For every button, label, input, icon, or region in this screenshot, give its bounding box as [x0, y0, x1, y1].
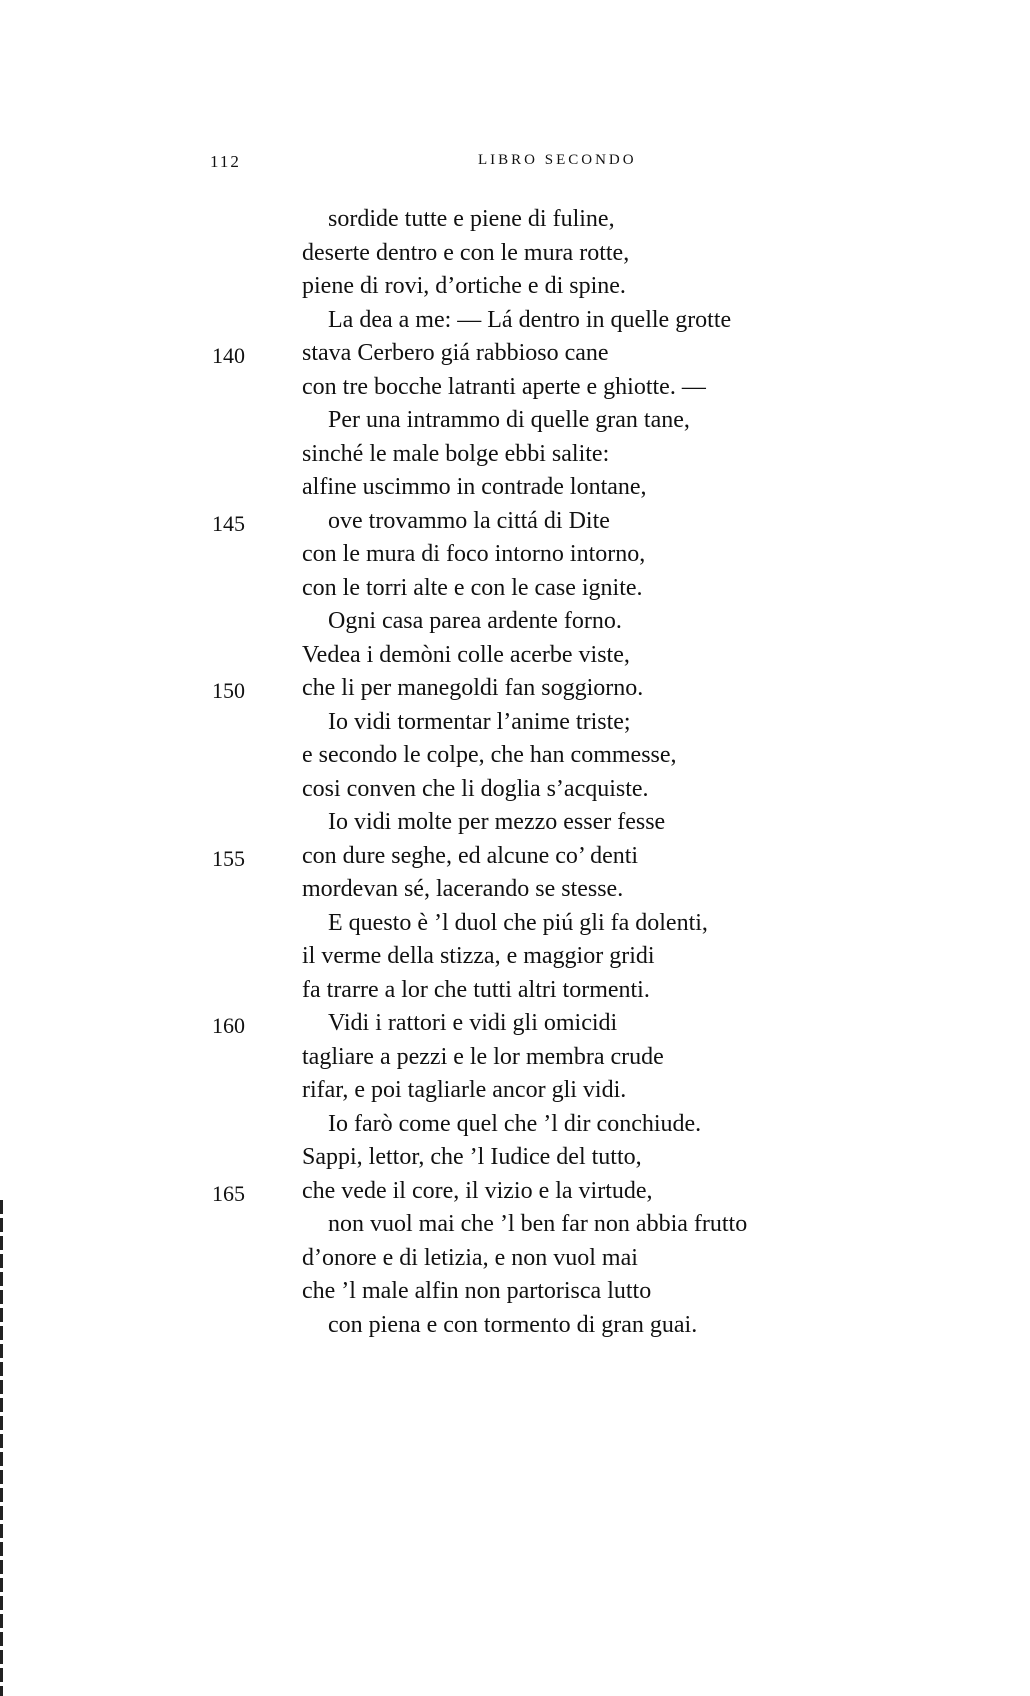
verse-text: stava Cerbero giá rabbioso cane	[302, 340, 609, 366]
verse-text: rifar, e poi tagliarle ancor gli vidi.	[302, 1077, 627, 1103]
verse-text: Ogni casa parea ardente forno.	[328, 608, 622, 634]
verse-line	[0, 1275, 1030, 1309]
verse-line	[0, 505, 1030, 539]
verse-text: mordevan sé, lacerando se stesse.	[302, 876, 624, 902]
verse-line	[0, 337, 1030, 371]
verse-number: 165	[212, 1180, 245, 1206]
verse-line	[0, 1141, 1030, 1175]
verse-number: 160	[212, 1013, 245, 1038]
poem-body	[0, 203, 1030, 1342]
verse-line	[0, 706, 1030, 740]
verse-line	[0, 203, 1030, 237]
verse-line	[0, 538, 1030, 572]
verse-number: 145	[212, 510, 245, 536]
verse-line	[0, 974, 1030, 1008]
verse-text: tagliare a pezzi e le lor membra crude	[302, 1043, 664, 1070]
verse-text: che ’l male alfin non partorisca lutto	[302, 1278, 652, 1304]
verse-text: con tre bocche latranti aperte e ghiotte. —	[302, 373, 706, 400]
verse-line	[0, 639, 1030, 673]
verse-text: non vuol mai che ’l ben far non abbia frutto	[328, 1211, 748, 1237]
verse-line	[0, 840, 1030, 874]
verse-text: Sappi, lettor, che ’l Iudice del tutto,	[302, 1144, 642, 1170]
verse-text: il verme della stizza, e maggior gridi	[302, 943, 655, 969]
verse-text: sinché le male bolge ebbi salite:	[302, 440, 610, 467]
verse-text: ove trovammo la cittá di Dite	[328, 507, 610, 534]
verse-line	[0, 605, 1030, 639]
verse-text: Io vidi tormentar l’anime triste;	[328, 708, 631, 735]
verse-text: che vede il core, il vizio e la virtude,	[302, 1177, 653, 1204]
verse-line	[0, 1175, 1030, 1209]
verse-line	[0, 371, 1030, 405]
verse-number: 155	[212, 845, 245, 871]
verse-text: Per una intrammo di quelle gran tane,	[328, 407, 690, 433]
verse-line	[0, 773, 1030, 807]
verse-line	[0, 739, 1030, 773]
verse-number: 150	[212, 678, 245, 703]
verse-line	[0, 572, 1030, 606]
verse-text: d’onore e di letizia, e non vuol mai	[302, 1244, 638, 1271]
verse-line	[0, 907, 1030, 941]
verse-text: La dea a me: — Lá dentro in quelle grotte	[328, 306, 732, 333]
verse-text: con le torri alte e con le case ignite.	[302, 574, 643, 601]
verse-line	[0, 1309, 1030, 1343]
verse-line	[0, 1108, 1030, 1142]
verse-line	[0, 873, 1030, 907]
verse-text: sordide tutte e piene di fuline,	[328, 206, 615, 232]
verse-text: con le mura di foco intorno intorno,	[302, 541, 646, 567]
verse-line	[0, 270, 1030, 304]
verse-number: 140	[212, 343, 245, 368]
scan-edge-mark	[0, 1200, 3, 1696]
verse-line	[0, 237, 1030, 271]
verse-text: Vidi i rattori e vidi gli omicidi	[328, 1010, 618, 1036]
verse-text: e secondo le colpe, che han commesse,	[302, 742, 677, 768]
verse-text: Io vidi molte per mezzo esser fesse	[328, 809, 666, 835]
verse-text: deserte dentro e con le mura rotte,	[302, 239, 630, 266]
verse-line	[0, 304, 1030, 338]
verse-text: E questo è ’l duol che piú gli fa dolenti,	[328, 909, 708, 936]
verse-line	[0, 438, 1030, 472]
verse-text: fa trarre a lor che tutti altri tormenti.	[302, 976, 650, 1003]
verse-text: alfine uscimmo in contrade lontane,	[302, 474, 647, 500]
verse-text: Io farò come quel che ’l dir conchiude.	[328, 1110, 702, 1137]
verse-line	[0, 940, 1030, 974]
verse-line	[0, 1208, 1030, 1242]
verse-line	[0, 672, 1030, 706]
verse-text: piene di rovi, d’ortiche e di spine.	[302, 273, 626, 299]
verse-line	[0, 1041, 1030, 1075]
verse-line	[0, 1007, 1030, 1041]
verse-line	[0, 1074, 1030, 1108]
verse-text: Vedea i demòni colle acerbe viste,	[302, 641, 630, 668]
verse-line	[0, 1242, 1030, 1276]
verse-line	[0, 471, 1030, 505]
verse-text: con dure seghe, ed alcune co’ denti	[302, 842, 639, 869]
page-number: 112	[210, 152, 241, 171]
verse-text: con piena e con tormento di gran guai.	[328, 1311, 698, 1338]
verse-text: che li per manegoldi fan soggiorno.	[302, 675, 644, 701]
running-title: LIBRO SECONDO	[478, 152, 637, 168]
verse-line	[0, 806, 1030, 840]
verse-line	[0, 404, 1030, 438]
verse-text: cosi conven che li doglia s’acquiste.	[302, 775, 649, 802]
